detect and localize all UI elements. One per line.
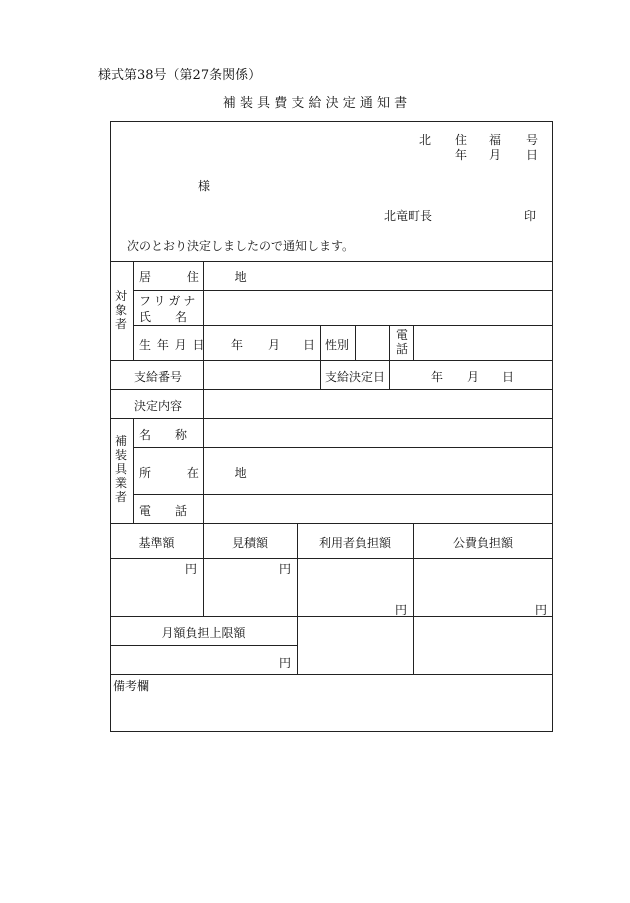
name-label: 氏 名 (139, 310, 188, 324)
rule-name-bottom (133, 325, 553, 326)
form-number: 様式第38号（第27条関係） (98, 68, 262, 83)
notice-statement: 次のとおり決定しましたので通知します。 (127, 239, 355, 253)
remarks-label: 備考欄 (113, 679, 150, 693)
user-burden-yen: 円 (395, 603, 408, 617)
sex-label: 性別 (325, 338, 350, 352)
rule-vendor-bottom (110, 523, 553, 524)
payment-number-label: 支給番号 (134, 370, 183, 384)
amount-header-public-burden: 公費負担額 (452, 536, 513, 550)
date-year: 年 (455, 148, 468, 162)
amount-header-estimate: 見積額 (231, 536, 268, 550)
decision-date-label: 支給決定日 (325, 370, 386, 384)
vendor-phone-label: 電 話 (139, 504, 188, 518)
rule-amount-header-bottom (110, 558, 553, 559)
decision-content-label: 決定内容 (134, 399, 183, 413)
public-burden-yen: 円 (535, 603, 548, 617)
furigana-label: フリガナ (139, 294, 199, 308)
vline-sex-value-left (355, 325, 356, 360)
addressee-suffix: 様 (198, 179, 211, 193)
vline-payment-labels (203, 360, 204, 418)
vline-sex-label-left (320, 325, 321, 360)
rule-address-bottom (133, 290, 553, 291)
monthly-cap-yen: 円 (279, 656, 292, 670)
rule-cap-label-bottom (110, 645, 297, 646)
decision-day: 日 (502, 370, 515, 384)
vline-vendor-group (133, 418, 134, 523)
vendor-group-label: 補装具業者 (114, 434, 127, 504)
rule-subject-bottom (110, 360, 553, 361)
phone-label: 電話 (395, 328, 408, 356)
vline-phone-value-left (413, 325, 414, 360)
rule-vendor-name-bottom (133, 447, 553, 448)
birthdate-month: 月 (268, 338, 281, 352)
rule-payment-number-bottom (110, 389, 553, 390)
issuer-name: 北竜町長 (384, 209, 433, 223)
decision-month: 月 (467, 370, 480, 384)
vline-decision-date-value-left (389, 360, 390, 389)
doc-number-word-2: 福 (489, 133, 502, 147)
amount-header-standard: 基準額 (138, 536, 175, 550)
date-day: 日 (526, 148, 539, 162)
amount-header-user-burden: 利用者負担額 (318, 536, 391, 550)
birthdate-day: 日 (303, 338, 316, 352)
birthdate-year: 年 (231, 338, 244, 352)
rule-subject-top (110, 261, 553, 262)
estimate-yen: 円 (279, 562, 292, 576)
vline-phone-label-left (389, 325, 390, 360)
date-month: 月 (489, 148, 502, 162)
doc-number-prefix: 北 (419, 133, 432, 147)
vendor-location-label: 所 在 地 (139, 466, 263, 480)
vendor-name-label: 名 称 (139, 428, 188, 442)
vline-decision-date-label-left (320, 360, 321, 389)
rule-vendor-location-bottom (133, 494, 553, 495)
address-label: 居 住 地 (139, 270, 263, 284)
rule-decision-bottom (110, 418, 553, 419)
rule-amount-values-bottom (110, 616, 553, 617)
subject-group-label: 対象者 (114, 289, 127, 331)
birthdate-label: 生 年 月 日 (139, 338, 206, 352)
doc-number-suffix: 号 (526, 133, 539, 147)
vline-subject-group (133, 261, 134, 360)
monthly-cap-label: 月額負担上限額 (161, 626, 246, 640)
rule-remarks-top (110, 674, 553, 675)
decision-year: 年 (431, 370, 444, 384)
document-title: 補 装 具 費 支 給 決 定 通 知 書 (222, 96, 408, 111)
standard-yen: 円 (185, 562, 198, 576)
seal-mark: 印 (524, 209, 537, 223)
doc-number-word-1: 住 (455, 133, 468, 147)
